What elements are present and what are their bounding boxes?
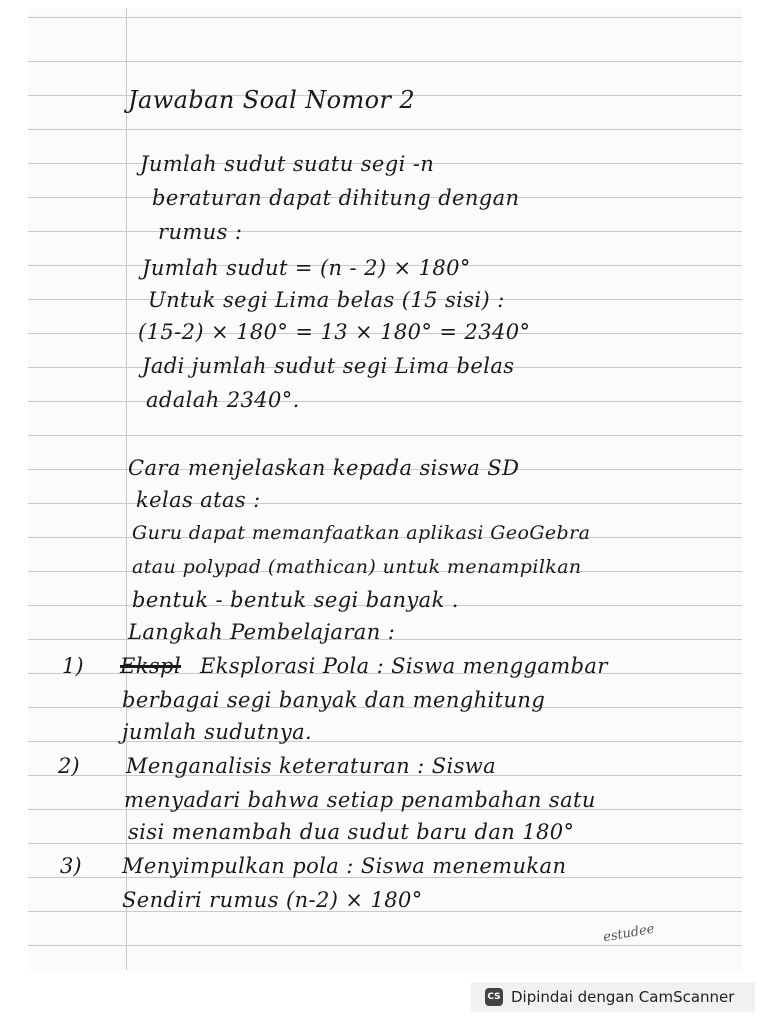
step-number-1: 1) bbox=[62, 654, 84, 678]
note-line-8: adalah 2340°. bbox=[146, 388, 300, 412]
formula-line: Jumlah sudut = (n - 2) × 180° bbox=[142, 256, 471, 280]
note-line-11: Guru dapat memanfaatkan aplikasi GeoGebra bbox=[132, 522, 591, 544]
margin-line bbox=[126, 8, 127, 970]
note-line-7: Jadi jumlah sudut segi Lima belas bbox=[142, 354, 515, 378]
note-line-22: Sendiri rumus (n-2) × 180° bbox=[122, 888, 423, 912]
note-title: Jawaban Soal Nomor 2 bbox=[128, 86, 416, 114]
note-line-2: beraturan dapat dihitung dengan bbox=[152, 186, 520, 210]
note-line-13: bentuk - bentuk segi banyak . bbox=[132, 588, 459, 612]
note-line-15: Eksplorasi Pola : Siswa menggambar bbox=[200, 654, 608, 678]
note-line-3: rumus : bbox=[158, 220, 243, 244]
camscanner-watermark bbox=[471, 982, 755, 1012]
watermark-text: Dipindai dengan CamScanner bbox=[511, 988, 735, 1006]
note-line-12: atau polypad (mathican) untuk menampilkan bbox=[132, 556, 582, 578]
note-line-1: Jumlah sudut suatu segi -n bbox=[140, 152, 435, 176]
note-line-21: Menyimpulkan pola : Siswa menemukan bbox=[122, 854, 567, 878]
note-line-20: sisi menambah dua sudut baru dan 180° bbox=[128, 820, 575, 844]
note-line-10: kelas atas : bbox=[136, 488, 261, 512]
signature: estudee bbox=[602, 921, 656, 946]
step-number-3: 3) bbox=[60, 854, 82, 878]
note-line-16: berbagai segi banyak dan menghitung bbox=[122, 688, 546, 712]
calculation-line: (15-2) × 180° = 13 × 180° = 2340° bbox=[138, 320, 531, 344]
note-line-19: menyadari bahwa setiap penambahan satu bbox=[124, 788, 596, 812]
note-line-14: Langkah Pembelajaran : bbox=[128, 620, 396, 644]
note-line-17: jumlah sudutnya. bbox=[122, 720, 313, 744]
struck-text: Ekspl bbox=[120, 654, 181, 678]
notebook-page bbox=[28, 8, 742, 970]
note-line-18: Menganalisis keteraturan : Siswa bbox=[126, 754, 497, 778]
step-number-2: 2) bbox=[58, 754, 80, 778]
camscanner-logo-icon: CS bbox=[485, 988, 503, 1006]
note-line-9: Cara menjelaskan kepada siswa SD bbox=[128, 456, 520, 480]
struck-word bbox=[120, 654, 181, 678]
note-line-5: Untuk segi Lima belas (15 sisi) : bbox=[148, 288, 505, 312]
